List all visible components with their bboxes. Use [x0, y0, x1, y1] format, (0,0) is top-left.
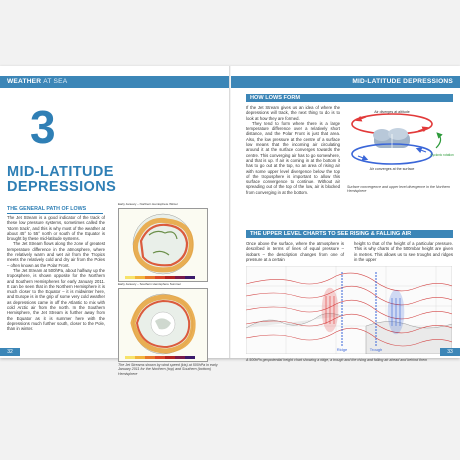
running-header-subtitle: AT SEA	[43, 78, 68, 85]
chapter-title-line-1: MID-LATITUDE	[7, 164, 114, 180]
right-figure-caption: A 500hPa geopotential height chart showing a ridge, a trough and the rising and falling air ahead and behind them	[246, 358, 428, 362]
paragraph: The Jet Stream is a good indicator of the track of these low pressure systems, sometimes called the 'storm track', and this is why most of the weather at about 45° to 55° north or south of the Equator is brought by these mid-latitude systems.	[7, 215, 105, 242]
section-heading-how-lows-form: HOW LOWS FORM	[246, 94, 453, 102]
right-body-text-col2	[354, 241, 453, 262]
right-body-text-col1	[246, 241, 344, 262]
paragraph: They tend to form where there is a large temperature difference over a relatively short distance, and the Polar Front is just that area. Also, the low pressure at the centre of a surface low means that the incoming air circulating around it at the surface converges towards the centre. This converging air has to go somewhere, and that is up. If air is coming in at the bottom it has to go out at the top, so an area of rising air with some upper level divergence below the top of the troposphere is important to allow this surface convergence to continue. Without air spreading out of the top of the low, air is blocked from converging in at the bottom.	[246, 120, 340, 195]
map-top-caption: Early January – Northern Hemisphere Winter	[118, 202, 178, 206]
running-header-title: WEATHER	[7, 78, 42, 85]
left-running-header	[0, 76, 229, 88]
chart-label-trough: Trough	[369, 347, 383, 352]
chapter-number: 3	[30, 101, 56, 153]
convergence-divergence-diagram	[344, 104, 454, 182]
500hpa-chart	[246, 266, 452, 354]
section-heading-upper-level-charts: THE UPPER LEVEL CHARTS TO SEE RISING & FALLING AIR	[246, 230, 453, 238]
diagram-label-side: Cyclonic rotation	[430, 153, 454, 157]
diagram-label-bottom: Air converges at the surface	[369, 167, 415, 171]
jet-stream-map-north	[119, 209, 207, 281]
chart-label-ridge: Ridge	[336, 347, 348, 352]
paragraph: The Jet Stream at 500hPa, about halfway up the troposphere, is shown opposite for the Northern and Southern Hemispheres for early January 2011. It can be seen that in the Northern Hemisphere it is much closer to the Equator – it is midwinter here, and Europe is in the grip of some very cold weather as depressions came in off the Atlantic to mix with cold Arctic air from the north. In the Southern Hemisphere, the Jet Stream is further away from the Equator as it is summer here with the depressions much further south, closer to the Pole, than in winter.	[7, 267, 105, 332]
southern-hemisphere-jet-map	[118, 288, 208, 362]
diagram-caption: Surface convergence and upper level divergence in the Northern Hemisphere	[347, 185, 450, 194]
page-number-left: 32	[0, 348, 20, 356]
jet-stream-map-south	[119, 289, 207, 361]
right-running-header: MID-LATITUDE DEPRESSIONS	[231, 76, 460, 88]
chapter-title-line-2: DEPRESSIONS	[7, 179, 117, 195]
wind-speed-legend	[125, 276, 195, 279]
page-number-right: 33	[440, 348, 460, 356]
low-pressure-cross-section	[344, 104, 454, 182]
page-gutter	[229, 66, 231, 358]
geopotential-height-chart	[246, 266, 452, 354]
map-bottom-caption: Early January – Southern Hemisphere Summer	[118, 282, 182, 286]
northern-hemisphere-jet-map	[118, 208, 208, 282]
paragraph: Once above the surface, where the atmosphere is described in terms of lines of equal pressure – isobars – the description changes from one of pressure at a certain	[246, 241, 344, 262]
chapter-title	[7, 165, 116, 195]
right-body-text	[246, 105, 340, 195]
paragraph: height to that of the height of a particular pressure. This is why charts of the 500mbar height are given in metres. This allows us to see troughs and ridges in the upper	[354, 241, 453, 262]
paragraph: The Jet Stream flows along the zone of greatest temperature difference in the atmosphere, where the relatively warm and wet air from the Tropics meets the relatively cold and dry air from the Poles – often known as the Polar Front.	[7, 241, 105, 268]
book-spread	[0, 66, 460, 376]
section-heading-general-path: THE GENERAL PATH OF LOWS	[7, 206, 103, 214]
diagram-label-top: Air diverges at altitude	[374, 110, 410, 114]
paragraph: If the Jet Stream gives us an idea of where the depressions will track, the next thing to do is to look at how they are formed.	[246, 105, 340, 121]
left-figure-caption: The Jet Streams shown by wind speed (kts) at 500hPa in early January 2011 for the Northern (top) and Southern (bottom) Hemisphere	[118, 363, 218, 376]
left-body-text	[7, 215, 105, 332]
wind-speed-legend	[125, 356, 195, 359]
